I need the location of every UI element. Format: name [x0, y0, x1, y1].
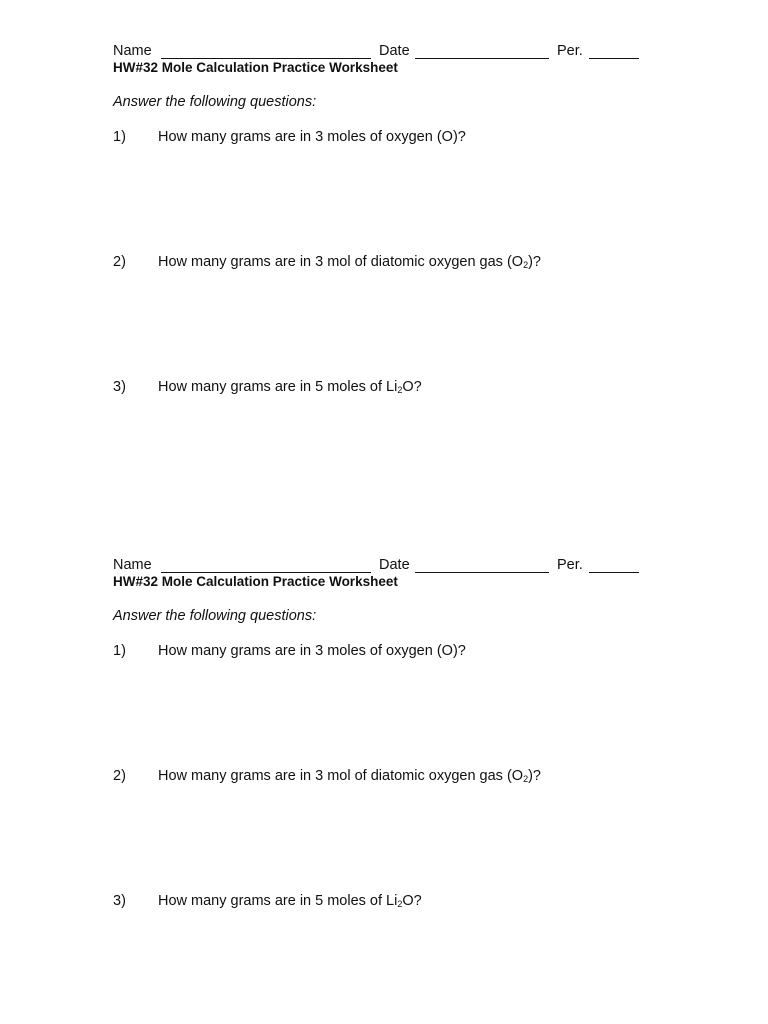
- question-3: [113, 892, 653, 910]
- question-text-main: How many grams are in 3 mol of diatomic oxygen gas (O: [158, 254, 524, 270]
- question-text-main: How many grams are in 3 moles of oxygen (O)?: [158, 643, 466, 659]
- student-info-line: [113, 556, 643, 574]
- question-text-end: O?: [402, 379, 422, 395]
- worksheet-copy-1: [113, 42, 653, 402]
- question-text: [158, 892, 422, 911]
- question-text-main: How many grams are in 3 moles of oxygen (O)?: [158, 129, 466, 145]
- question-text: [158, 128, 466, 146]
- formula-subscript: 2: [523, 260, 529, 270]
- question-number: 3): [113, 893, 126, 909]
- question-1: [113, 128, 653, 146]
- worksheet-title: HW#32 Mole Calculation Practice Worksheet: [113, 60, 398, 75]
- period-label: Per.: [557, 557, 583, 573]
- question-number: 2): [113, 254, 126, 270]
- name-label: Name: [113, 557, 152, 573]
- question-number: 2): [113, 768, 126, 784]
- worksheet-title: HW#32 Mole Calculation Practice Worksheet: [113, 574, 398, 589]
- date-label: Date: [379, 557, 410, 573]
- question-number: 1): [113, 643, 126, 659]
- question-text-end: O?: [402, 893, 422, 909]
- question-1: [113, 642, 653, 660]
- question-number: 3): [113, 379, 126, 395]
- period-blank-line[interactable]: [589, 58, 639, 59]
- question-text-end: )?: [528, 254, 541, 270]
- date-blank-line[interactable]: [415, 58, 549, 59]
- formula-subscript: 2: [397, 899, 403, 909]
- question-text-main: How many grams are in 3 mol of diatomic oxygen gas (O: [158, 768, 524, 784]
- date-blank-line[interactable]: [415, 572, 549, 573]
- name-blank-line[interactable]: [161, 572, 371, 573]
- worksheet-copy-2: [113, 556, 653, 916]
- question-text: [158, 253, 541, 272]
- name-blank-line[interactable]: [161, 58, 371, 59]
- question-3: [113, 378, 653, 396]
- question-text: [158, 642, 466, 660]
- formula-subscript: 2: [523, 774, 529, 784]
- period-blank-line[interactable]: [589, 572, 639, 573]
- instructions: Answer the following questions:: [113, 94, 317, 110]
- question-text-main: How many grams are in 5 moles of Li: [158, 893, 398, 909]
- question-text: [158, 767, 541, 786]
- question-2: [113, 253, 653, 271]
- question-number: 1): [113, 129, 126, 145]
- question-2: [113, 767, 653, 785]
- question-text-end: )?: [528, 768, 541, 784]
- date-label: Date: [379, 43, 410, 59]
- period-label: Per.: [557, 43, 583, 59]
- student-info-line: [113, 42, 643, 60]
- question-text: [158, 378, 422, 397]
- name-label: Name: [113, 43, 152, 59]
- instructions: Answer the following questions:: [113, 608, 317, 624]
- formula-subscript: 2: [397, 385, 403, 395]
- question-text-main: How many grams are in 5 moles of Li: [158, 379, 398, 395]
